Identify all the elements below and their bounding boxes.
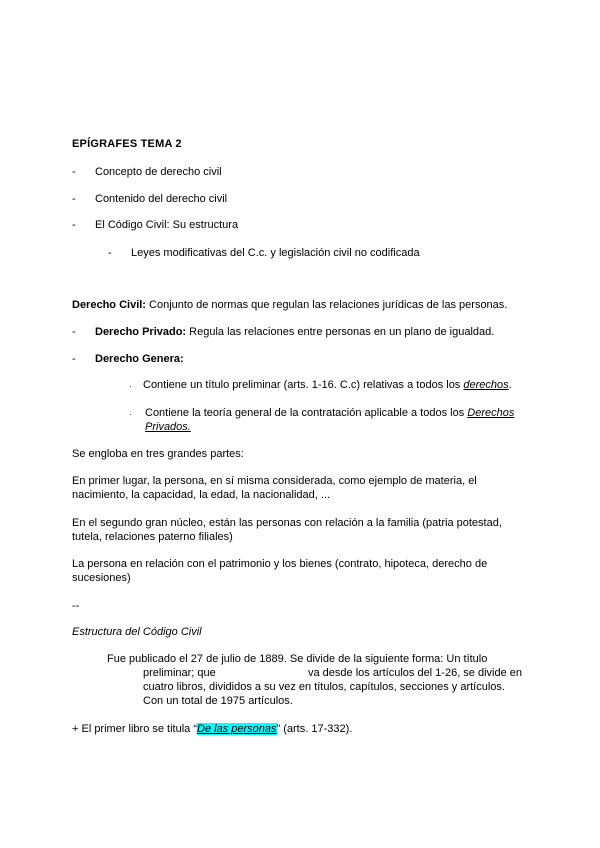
estructura-line-2b: va desde los artículos del 1-26, se divide en	[308, 667, 523, 679]
estructura-line-4: Con un total de 1975 artículos.	[143, 695, 293, 707]
parte-3-paragraph: La persona en relación con el patrimonio y los bienes (contrato, hipoteca, derecho de sucesiones)	[72, 558, 488, 584]
epigrafe-2: Contenido del derecho civil	[95, 193, 228, 205]
general-item-1-tail: .	[508, 379, 512, 391]
estructura-title: Estructura del Código Civil	[72, 626, 202, 638]
list-dash: -	[72, 166, 76, 178]
derecho-privado-line	[95, 325, 494, 339]
parte-1-paragraph: En primer lugar, la persona, en sí misma considerada, como ejemplo de materia, el nacimiento, la capacidad, la edad, la nacionalidad, ...	[72, 475, 477, 501]
primer-libro-suffix: ” (arts. 17-332).	[276, 723, 353, 735]
epigrafe-3: El Código Civil: Su estructura	[95, 219, 239, 231]
derecho-privado-term: Derecho Privado:	[95, 326, 187, 338]
list-dash: -	[72, 219, 76, 231]
estructura-line-3: cuatro libros, divididos a su vez en títulos, capítulos, secciones y artículos.	[143, 681, 505, 693]
parte-2-paragraph: En el segundo gran núcleo, están las personas con relación a la familia (patria potestad, tutela, relaciones paterno filiales)	[72, 517, 502, 543]
derecho-civil-term: Derecho Civil:	[72, 299, 146, 311]
primer-libro-highlight[interactable]: De las personas	[197, 723, 277, 735]
derecho-civil-line	[72, 298, 507, 312]
general-item-1-text: Contiene un título preliminar (arts. 1-16. C.c) relativas a todos los	[143, 379, 464, 391]
estructura-line-2a: preliminar; que	[143, 667, 216, 679]
derecho-civil-text: Conjunto de normas que regulan las relaciones jurídicas de las personas.	[145, 299, 508, 311]
bullet-icon: ·	[129, 382, 132, 391]
bullet-icon: ·	[129, 410, 132, 419]
list-dash: -	[72, 193, 76, 205]
general-item-2	[145, 406, 525, 434]
engloba-text: Se engloba en tres grandes partes:	[72, 448, 244, 460]
list-dash: -	[72, 353, 76, 365]
general-item-1	[143, 378, 512, 392]
list-dash: -	[72, 326, 76, 338]
general-item-2-text: Contiene la teoría general de la contratación aplicable a todos los	[145, 407, 468, 419]
heading: EPÍGRAFES TEMA 2	[72, 138, 182, 150]
general-item-1-link[interactable]: derechos	[463, 379, 509, 391]
primer-libro-line	[72, 722, 352, 736]
primer-libro-prefix: + El primer libro se titula “	[72, 723, 198, 735]
derecho-privado-text: Regula las relaciones entre personas en un plano de igualdad.	[186, 326, 495, 338]
sub-epigrafe: Leyes modificativas del C.c. y legislación civil no codificada	[131, 247, 420, 259]
epigrafe-1: Concepto de derecho civil	[95, 166, 222, 178]
general-item-2-link[interactable]: Derechos Privados.	[145, 407, 515, 433]
derecho-general-term: Derecho Genera:	[95, 353, 184, 365]
list-dash: -	[108, 247, 112, 259]
estructura-line-1: Fue publicado el 27 de julio de 1889. Se divide de la siguiente forma: Un título	[107, 653, 488, 665]
separator: --	[72, 600, 80, 612]
